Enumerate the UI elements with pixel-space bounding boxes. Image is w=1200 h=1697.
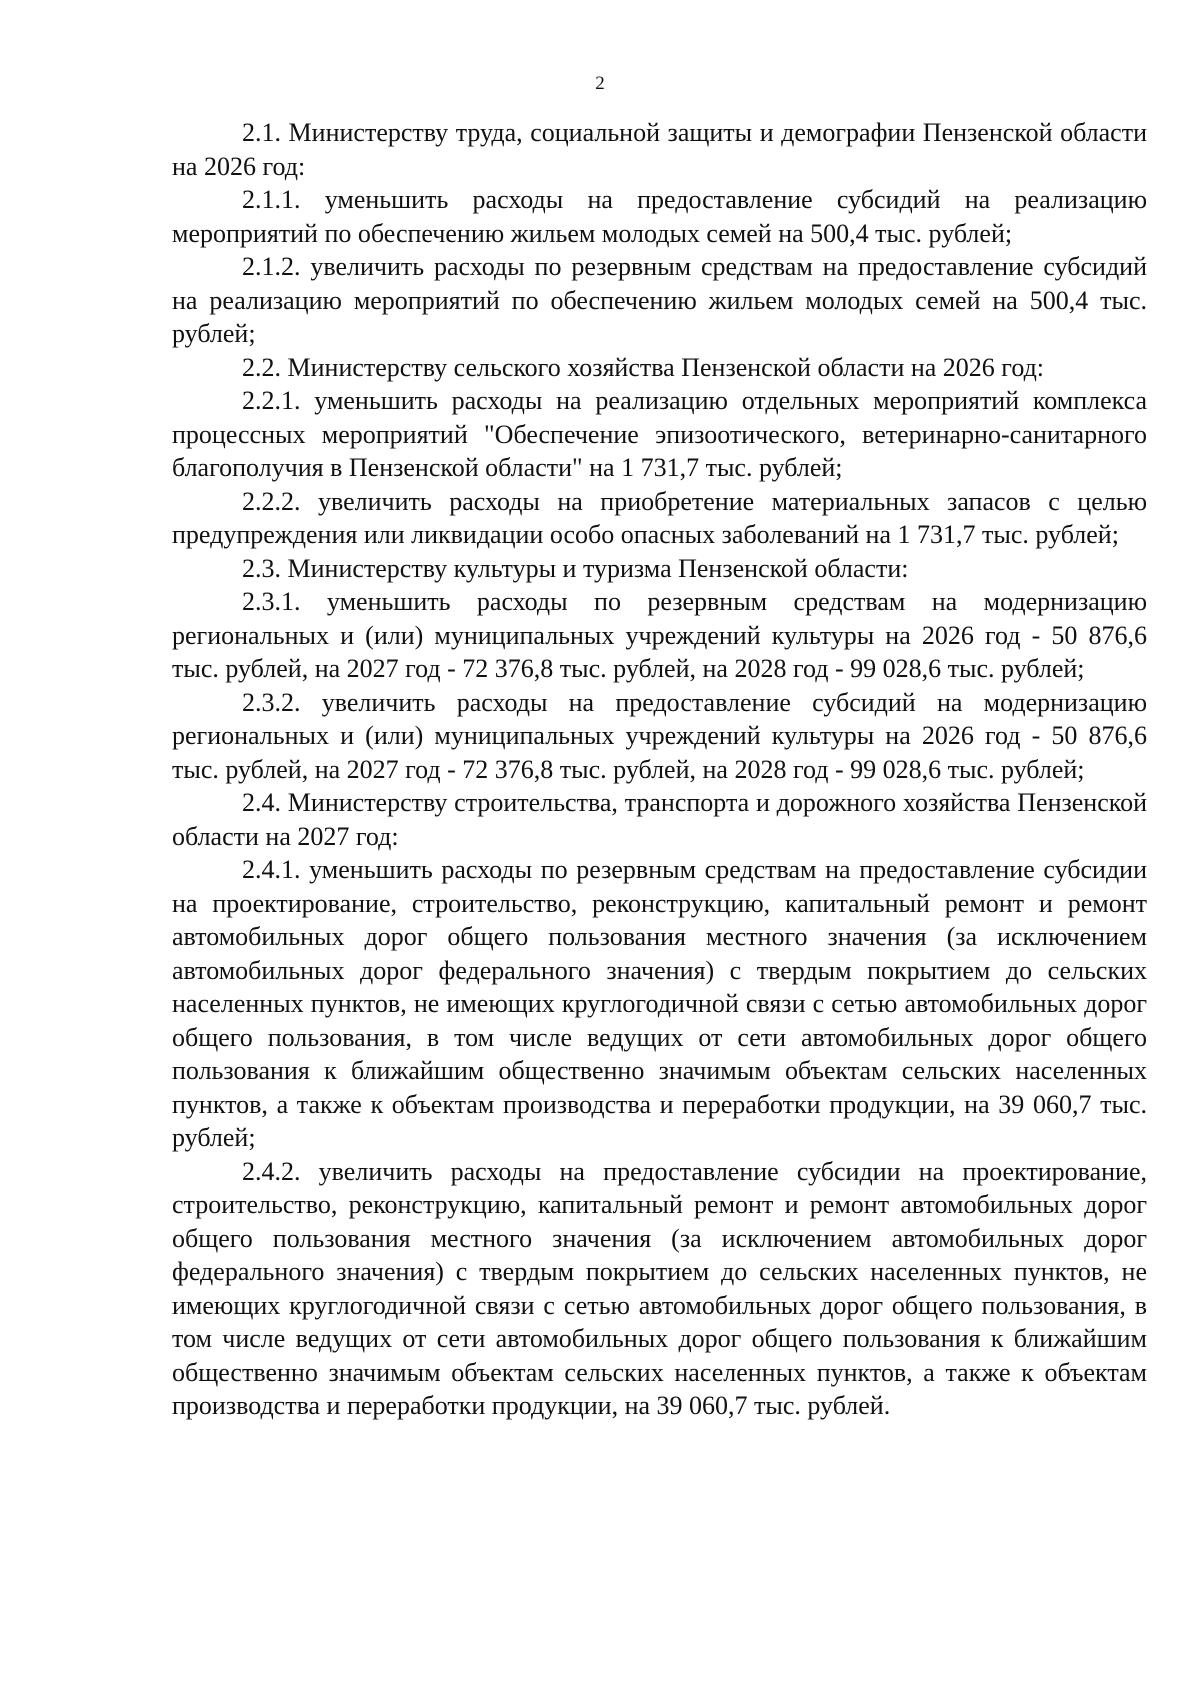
paragraph-2-2-1: 2.2.1. уменьшить расходы на реализацию отдельных мероприятий комплекса процессных мероприятий "Обеспечение эпизоотического, ветеринарно-санитарного благополучия в Пензенской области" на 1 731,7 тыс. рублей; [172, 386, 1147, 482]
paragraph-2-3-1: 2.3.1. уменьшить расходы по резервным средствам на модернизацию региональных и (или) муниципальных учреждений культуры на 2026 год - 50 876,6 тыс. рублей, на 2027 год - 72 376,8 тыс. рублей, на 2028 год - 99 028,6 тыс. рублей; [172, 587, 1147, 683]
paragraph-2-4-2: 2.4.2. увеличить расходы на предоставление субсидии на проектирование, строительство, реконструкцию, капитальный ремонт и ремонт автомобильных дорог общего пользования местного значения (за исключением автомобильных дорог федерального значения) с твердым покрытием до сельских населенных пунктов, не имеющих круглогодичной связи с сетью автомобильных дорог общего пользования, в том числе ведущих от сети автомобильных дорог общего пользования к ближайшим общественно значимым объектам сельских населенных пунктов, а также к объектам производства и переработки продукции, на 39 060,7 тыс. рублей. [172, 1156, 1147, 1420]
paragraph-2-2: 2.2. Министерству сельского хозяйства Пензенской области на 2026 год: [242, 352, 1045, 382]
paragraph-2-3-2: 2.3.2. увеличить расходы на предоставление субсидий на модернизацию региональных и (или) муниципальных учреждений культуры на 2026 год - 50 876,6 тыс. рублей, на 2027 год - 72 376,8 тыс. рублей, на 2028 год - 99 028,6 тыс. рублей; [172, 687, 1147, 784]
paragraph-2-4: 2.4. Министерству строительства, транспорта и дорожного хозяйства Пензенской области на 2027 год: [172, 788, 1147, 851]
paragraph-2-1-1: 2.1.1. уменьшить расходы на предоставление субсидий на реализацию мероприятий по обеспечению жильем молодых семей на 500,4 тыс. рублей; [172, 185, 1147, 248]
paragraph-2-4-1: 2.4.1. уменьшить расходы по резервным средствам на предоставление субсидии на проектирование, строительство, реконструкцию, капитальный ремонт и ремонт автомобильных дорог общего пользования местного значения (за исключением автомобильных дорог федерального значения) с твердым покрытием до сельских населенных пунктов, не имеющих круглогодичной связи с сетью автомобильных дорог общего пользования, в том числе ведущих от сети автомобильных дорог общего пользования к ближайшим общественно значимым объектам сельских населенных пунктов, а также к объектам производства и переработки продукции, на 39 060,7 тыс. рублей; [172, 855, 1147, 1152]
paragraph-2-3: 2.3. Министерству культуры и туризма Пензенской области: [242, 553, 909, 583]
paragraph-2-2-2: 2.2.2. увеличить расходы на приобретение материальных запасов с целью предупреждения или ликвидации особо опасных заболеваний на 1 731,7 тыс. рублей; [172, 486, 1147, 549]
paragraph-2-1: 2.1. Министерству труда, социальной защиты и демографии Пензенской области на 2026 год: [172, 118, 1147, 181]
page-number: 2 [595, 73, 605, 94]
paragraph-2-1-2: 2.1.2. увеличить расходы по резервным средствам на предоставление субсидий на реализацию мероприятий по обеспечению жильем молодых семей на 500,4 тыс. рублей; [172, 252, 1147, 348]
document-body [172, 116, 1147, 1423]
